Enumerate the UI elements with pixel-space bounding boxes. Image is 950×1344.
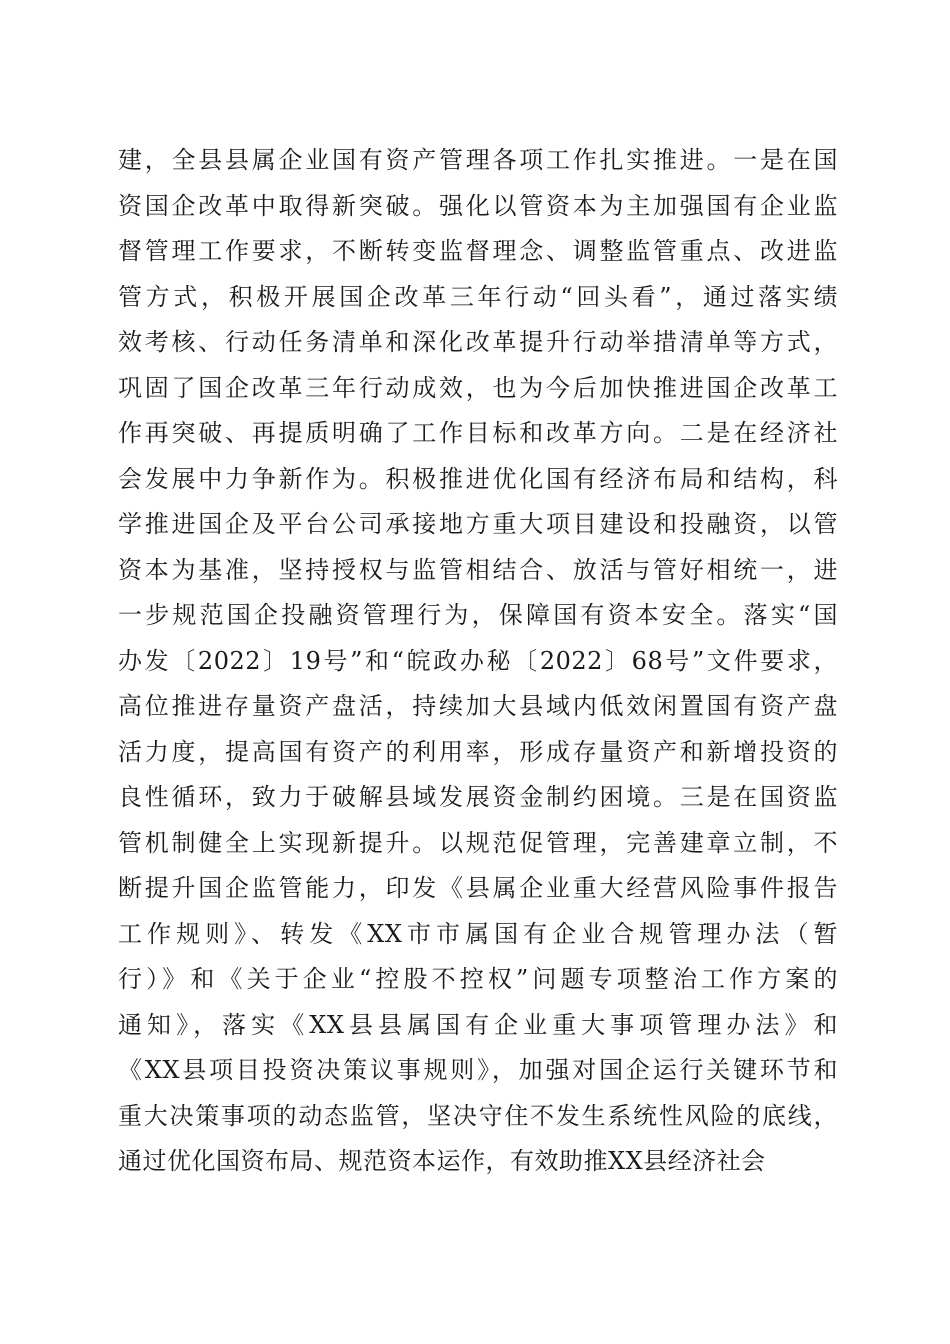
text-line: 巩固了国企改革三年行动成效，也为今后加快推进国企改革工 bbox=[118, 373, 838, 402]
text-line: 办发〔2022〕19号”和“皖政办秘〔2022〕68号”文件要求， bbox=[118, 646, 838, 675]
text-line: 会发展中力争新作为。积极推进优化国有经济布局和结构，科 bbox=[118, 464, 838, 493]
text-line: 通过优化国资布局、规范资本运作，有效助推XX县经济社会 bbox=[118, 1147, 766, 1175]
text-line: 资本为基准，坚持授权与监管相结合、放活与管好相统一，进 bbox=[118, 555, 838, 584]
text-line: 资国企改革中取得新突破。强化以管资本为主加强国有企业监 bbox=[118, 191, 838, 220]
text-line: 通知》，落实《XX县县属国有企业重大事项管理办法》和 bbox=[118, 1010, 838, 1039]
text-line: 督管理工作要求，不断转变监督理念、调整监管重点、改进监 bbox=[118, 237, 838, 265]
text-line: 活力度，提高国有资产的利用率，形成存量资产和新增投资的 bbox=[118, 737, 838, 766]
text-line: 《XX县项目投资决策议事规则》，加强对国企运行关键环节和 bbox=[118, 1056, 838, 1084]
text-line: 良性循环，致力于破解县域发展资金制约困境。三是在国资监 bbox=[118, 783, 838, 811]
text-line: 建，全县县属企业国有资产管理各项工作扎实推进。一是在国 bbox=[118, 146, 838, 174]
text-line: 断提升国企监管能力，印发《县属企业重大经营风险事件报告 bbox=[118, 874, 838, 902]
body-paragraph bbox=[118, 138, 838, 1185]
text-line: 高位推进存量资产盘活，持续加大县域内低效闲置国有资产盘 bbox=[118, 692, 838, 720]
text-line: 重大决策事项的动态监管，坚决守住不发生系统性风险的底线， bbox=[118, 1101, 838, 1130]
text-line: 管机制健全上实现新提升。以规范促管理，完善建章立制，不 bbox=[118, 828, 838, 857]
text-line: 工作规则》、转发《XX市市属国有企业合规管理办法（暂 bbox=[118, 919, 838, 948]
text-line: 一步规范国企投融资管理行为，保障国有资本安全。落实“国 bbox=[118, 601, 838, 629]
text-line: 作再突破、再提质明确了工作目标和改革方向。二是在经济社 bbox=[118, 419, 838, 447]
text-line: 学推进国企及平台公司承接地方重大项目建设和投融资，以管 bbox=[118, 510, 838, 538]
text-line: 效考核、行动任务清单和深化改革提升行动举措清单等方式， bbox=[118, 328, 838, 356]
text-line: 管方式，积极开展国企改革三年行动“回头看”，通过落实绩 bbox=[118, 282, 838, 311]
text-line: 行）》和《关于企业“控股不控权”问题专项整治工作方案的 bbox=[118, 965, 838, 993]
